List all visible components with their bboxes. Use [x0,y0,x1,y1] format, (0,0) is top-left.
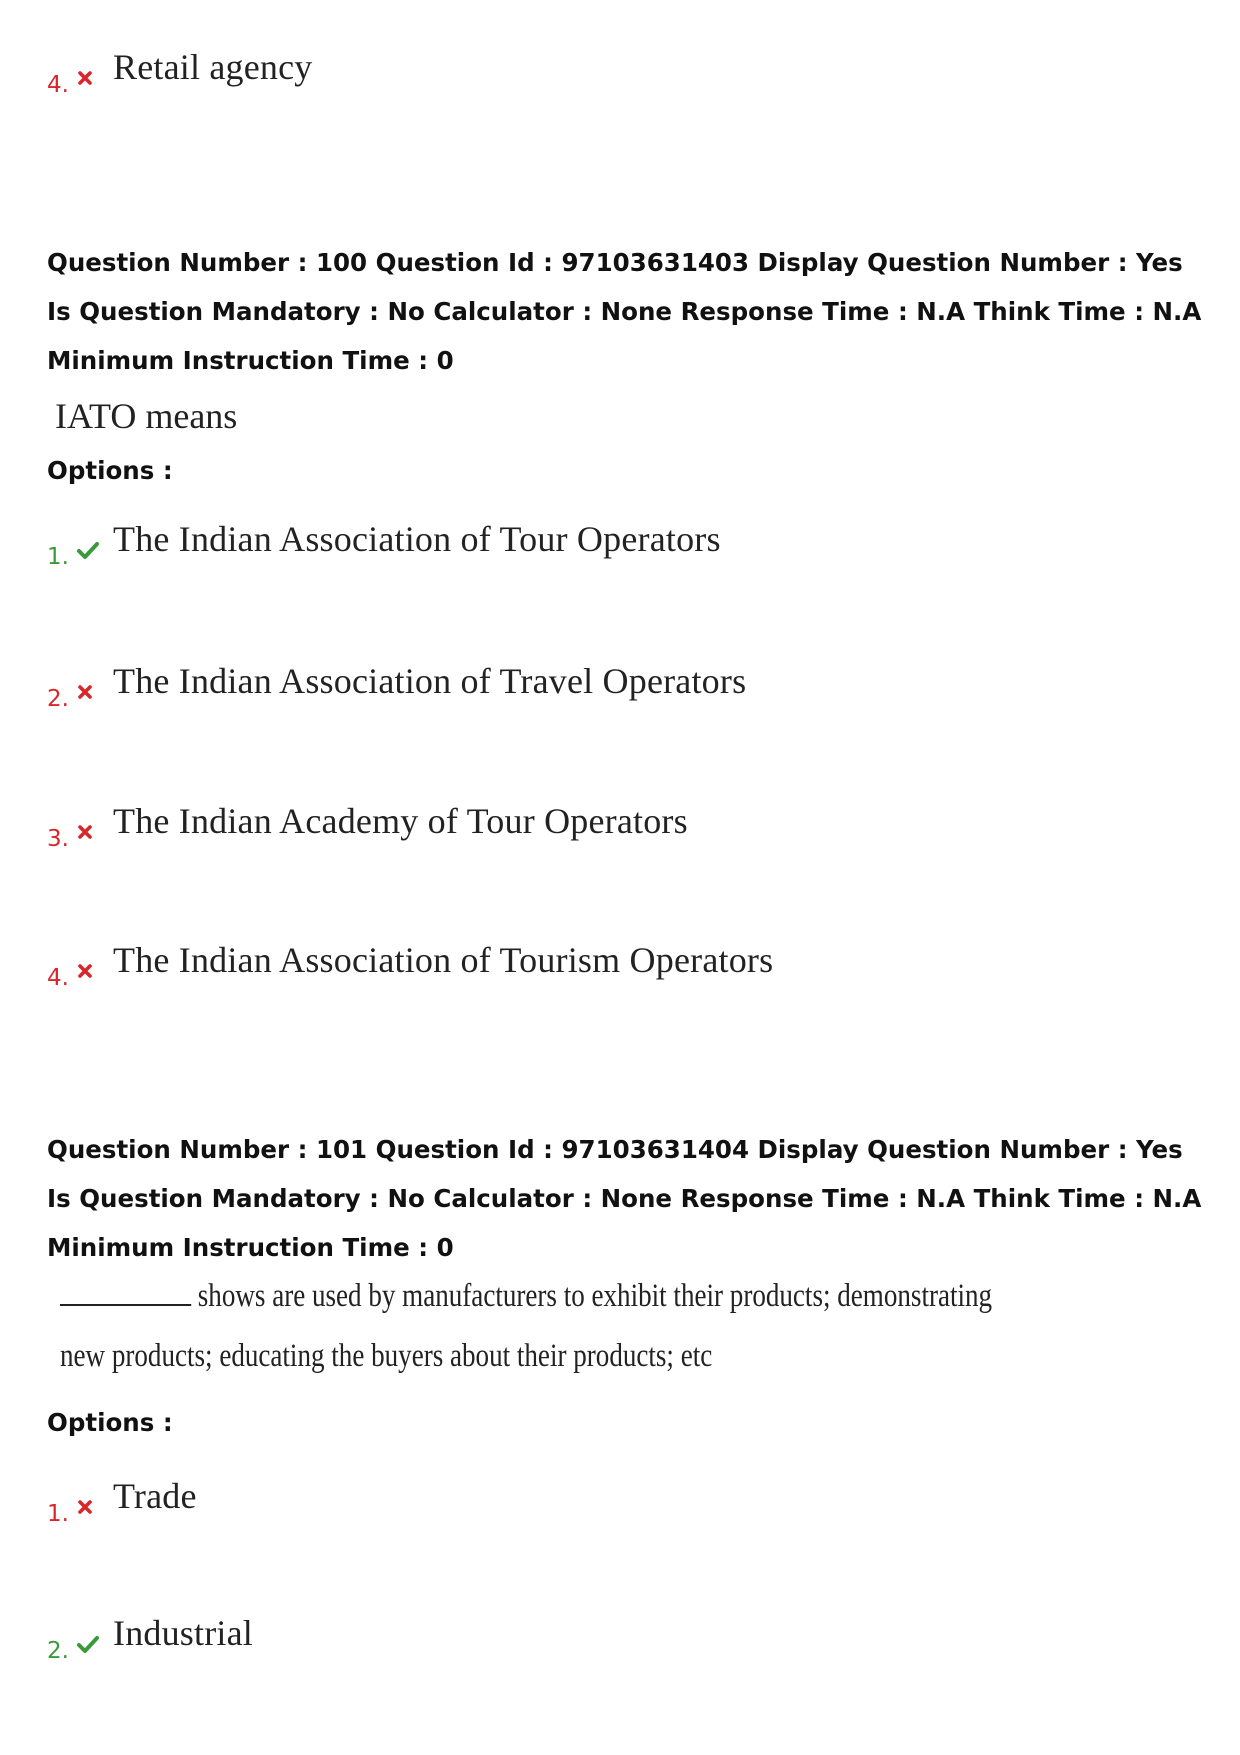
options-label: Options : [47,456,173,485]
cross-icon [77,963,103,979]
options-label: Options : [47,1408,173,1437]
question-text-line-2 [60,1338,855,1375]
option-text: The Indian Association of Travel Operators [113,661,747,701]
option-text: Retail agency [113,47,313,87]
option-number: 2. [47,1638,69,1664]
option-4 [47,939,773,991]
question-text: IATO means [55,396,238,436]
question-line-1: shows are used by manufacturers to exhibit their products; demonstrating [197,1278,993,1314]
option-text: The Indian Academy of Tour Operators [113,801,688,841]
question-line-2: new products; educating the buyers about their products; etc [60,1338,713,1374]
option-number: 1. [47,1501,69,1527]
question-text-line-1 [60,1278,1197,1315]
cross-icon [77,684,103,700]
option-number: 1. [47,544,69,570]
check-icon [77,1636,103,1654]
option-1 [47,518,721,570]
question-meta: Question Number : 101 Question Id : 97103631404 Display Question Number : Yes Is Question Mandatory : No Calculator : None Response Time : N.A Think Time : N.A Minimum Instruction Time : 0 [47,1135,1202,1262]
check-icon [77,542,103,560]
option-3 [47,800,688,852]
option-1 [47,1475,197,1527]
option-number: 3. [47,826,69,852]
option-text: Industrial [113,1613,253,1653]
option-text: The Indian Association of Tour Operators [113,519,721,559]
cross-icon [77,1499,103,1515]
answer-blank [60,1303,191,1306]
option-number: 4. [47,965,69,991]
option-text: Trade [113,1476,197,1516]
option-2 [47,1612,253,1664]
cross-icon [77,70,103,86]
option-text: The Indian Association of Tourism Operators [113,940,774,980]
question-meta: Question Number : 100 Question Id : 97103631403 Display Question Number : Yes Is Question Mandatory : No Calculator : None Response Time : N.A Think Time : N.A Minimum Instruction Time : 0 [47,248,1202,375]
cross-icon [77,824,103,840]
prev-option-4 [47,46,313,98]
option-2 [47,660,746,712]
option-number: 2. [47,686,69,712]
option-number: 4. [47,72,69,98]
